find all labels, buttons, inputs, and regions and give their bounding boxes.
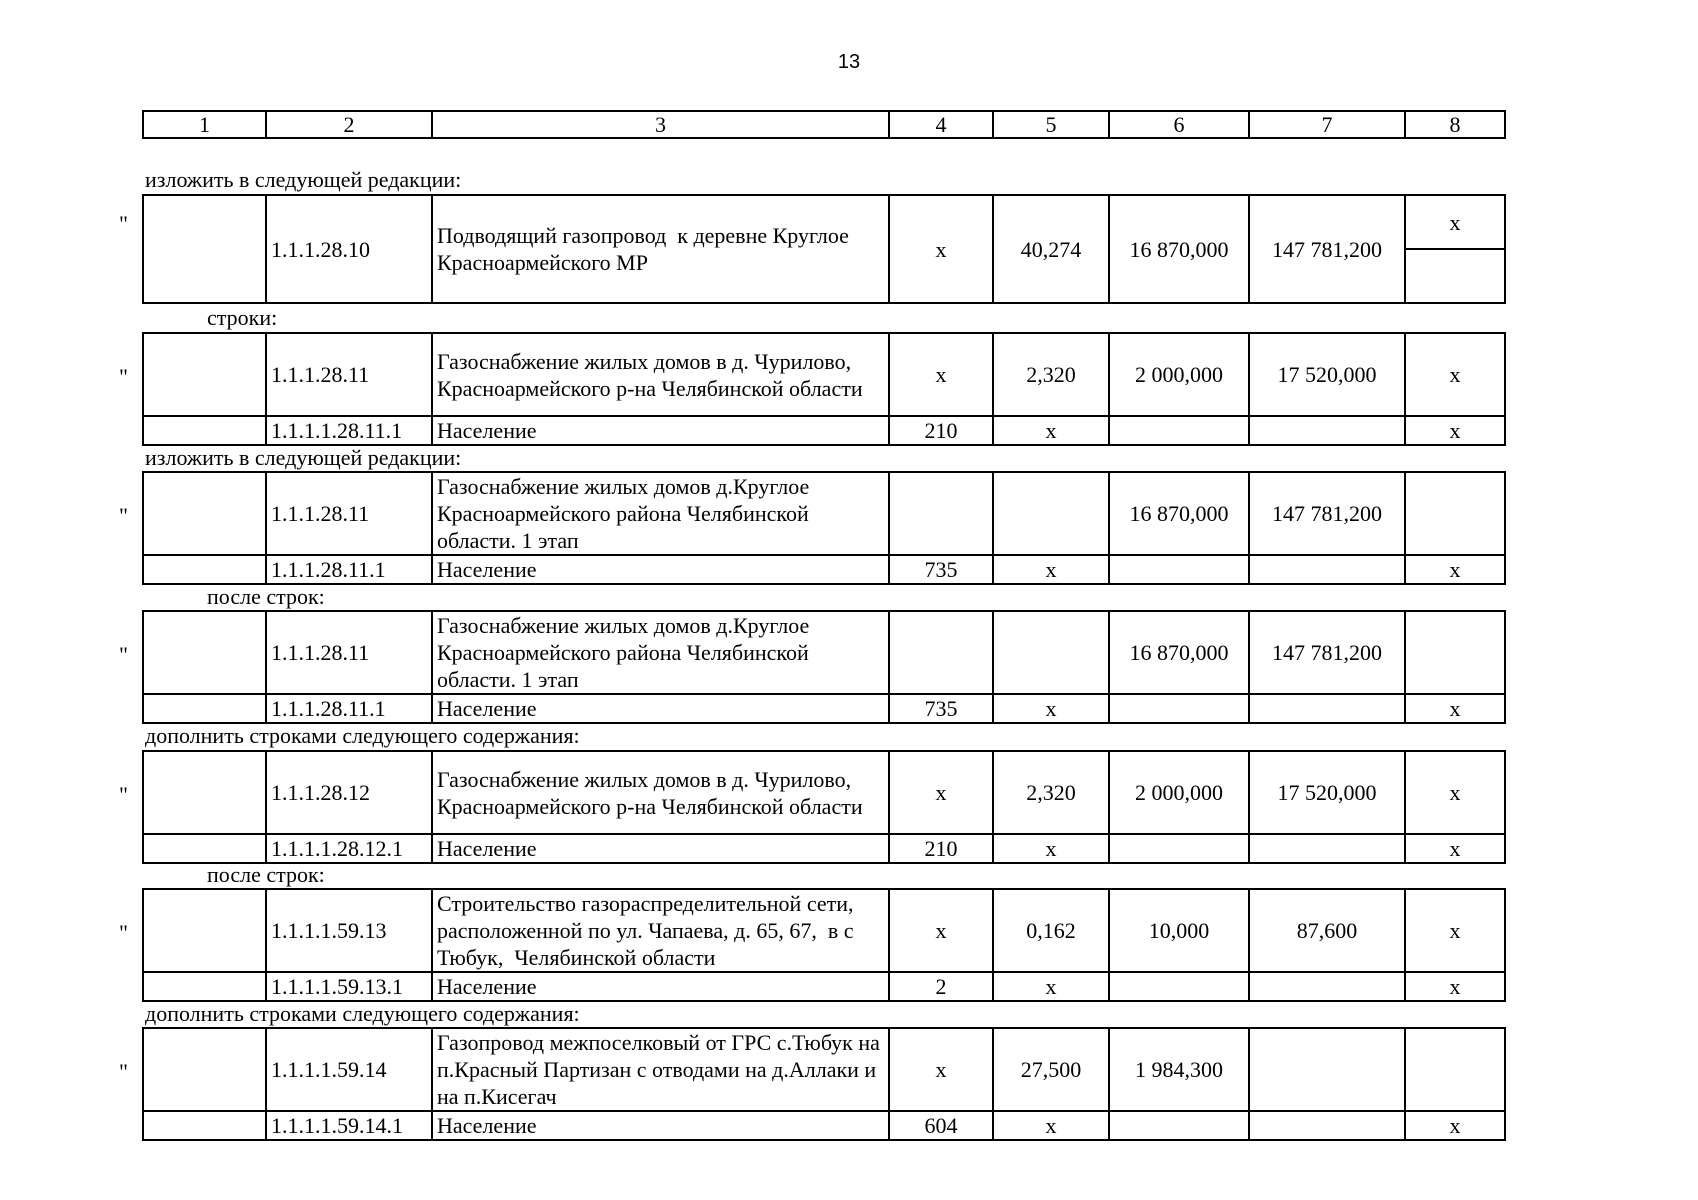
cell-name: Население xyxy=(432,694,889,723)
cell-code: 1.1.1.28.10 xyxy=(266,195,432,303)
cell-name: Газопровод межпоселковый от ГРС с.Тюбук на п.Красный Партизан с отводами на д.Аллаки и на п.Кисегач xyxy=(432,1028,889,1111)
cell-col7: 17 520,000 xyxy=(1249,333,1405,416)
cell-col5: 0,162 xyxy=(993,889,1109,972)
data-table xyxy=(142,194,1506,304)
header-cell-2: 2 xyxy=(266,111,432,138)
quote-mark: " xyxy=(119,211,128,236)
cell-empty xyxy=(1109,834,1249,863)
cell-col7: 87,600 xyxy=(1249,889,1405,972)
instruction-label: строки: xyxy=(207,305,278,330)
cell-code: 1.1.1.28.11 xyxy=(266,472,432,555)
instruction-label: после строк: xyxy=(207,584,325,609)
cell-empty xyxy=(1405,611,1505,694)
cell-name: Население xyxy=(432,555,889,584)
cell-empty xyxy=(1249,972,1405,1001)
data-table xyxy=(142,610,1506,724)
header-cell-3: 3 xyxy=(432,111,889,138)
table-row xyxy=(143,195,1505,249)
cell-name: Газоснабжение жилых домов в д. Чурилово, Красноармейского р-на Челябинской области xyxy=(432,333,889,416)
cell-code: 1.1.1.1.59.13 xyxy=(266,889,432,972)
cell-col5: х xyxy=(993,1111,1109,1140)
cell-empty xyxy=(1405,1028,1505,1111)
cell-empty xyxy=(1249,416,1405,445)
cell-col5: 2,320 xyxy=(993,333,1109,416)
instruction-label: после строк: xyxy=(207,862,325,887)
quote-mark: " xyxy=(119,1059,128,1084)
cell-col4: х xyxy=(889,751,993,834)
cell-name: Газоснабжение жилых домов в д. Чурилово, Красноармейского р-на Челябинской области xyxy=(432,751,889,834)
cell-col5: 27,500 xyxy=(993,1028,1109,1111)
cell-col6: 2 000,000 xyxy=(1109,751,1249,834)
cell-empty xyxy=(143,834,266,863)
cell-col5: х xyxy=(993,834,1109,863)
cell-empty xyxy=(1109,972,1249,1001)
cell-code: 1.1.1.1.59.14 xyxy=(266,1028,432,1111)
cell-col5: х xyxy=(993,555,1109,584)
header-cell-1: 1 xyxy=(143,111,266,138)
cell-name: Население xyxy=(432,834,889,863)
cell-empty xyxy=(1249,1111,1405,1140)
table-row xyxy=(143,416,1505,445)
cell-col4: 210 xyxy=(889,834,993,863)
table-row xyxy=(143,333,1505,416)
instruction-label: дополнить строками следующего содержания: xyxy=(145,723,580,748)
cell-col7: 147 781,200 xyxy=(1249,195,1405,303)
cell-empty xyxy=(1109,694,1249,723)
table-row xyxy=(143,611,1505,694)
cell-empty xyxy=(993,472,1109,555)
table-row xyxy=(143,972,1505,1001)
cell-name: Население xyxy=(432,972,889,1001)
cell-col4: х xyxy=(889,1028,993,1111)
cell-col8: х xyxy=(1405,834,1505,863)
cell-empty xyxy=(889,472,993,555)
cell-code: 1.1.1.1.59.14.1 xyxy=(266,1111,432,1140)
cell-empty xyxy=(143,1028,266,1111)
quote-mark: " xyxy=(119,642,128,667)
table-row xyxy=(143,889,1505,972)
cell-empty xyxy=(143,195,266,303)
cell-empty xyxy=(889,611,993,694)
cell-code: 1.1.1.1.59.13.1 xyxy=(266,972,432,1001)
cell-empty xyxy=(1405,249,1505,303)
table-row xyxy=(143,694,1505,723)
cell-code: 1.1.1.1.28.11.1 xyxy=(266,416,432,445)
instruction-label: дополнить строками следующего содержания: xyxy=(145,1001,580,1026)
cell-empty xyxy=(1109,555,1249,584)
cell-empty xyxy=(1405,472,1505,555)
cell-col8: х xyxy=(1405,195,1505,249)
cell-empty xyxy=(1109,1111,1249,1140)
quote-mark: " xyxy=(119,920,128,945)
cell-empty xyxy=(143,416,266,445)
cell-col4: 210 xyxy=(889,416,993,445)
cell-col5: х xyxy=(993,972,1109,1001)
cell-col8: х xyxy=(1405,889,1505,972)
cell-col4: х xyxy=(889,333,993,416)
cell-col6: 2 000,000 xyxy=(1109,333,1249,416)
cell-name: Газоснабжение жилых домов д.Круглое Красноармейского района Челябинской области. 1 этап xyxy=(432,611,889,694)
cell-col7: 147 781,200 xyxy=(1249,611,1405,694)
cell-col5: 40,274 xyxy=(993,195,1109,303)
cell-col7: 17 520,000 xyxy=(1249,751,1405,834)
table-row xyxy=(143,1111,1505,1140)
quote-mark: " xyxy=(119,364,128,389)
cell-code: 1.1.1.28.12 xyxy=(266,751,432,834)
data-table xyxy=(142,888,1506,1002)
cell-code: 1.1.1.28.11.1 xyxy=(266,694,432,723)
cell-empty xyxy=(1249,694,1405,723)
table-row xyxy=(143,834,1505,863)
cell-col4: х xyxy=(889,195,993,303)
cell-col6: 16 870,000 xyxy=(1109,195,1249,303)
data-table xyxy=(142,1027,1506,1141)
data-table xyxy=(142,471,1506,585)
cell-col4: х xyxy=(889,889,993,972)
cell-empty xyxy=(143,751,266,834)
cell-name: Население xyxy=(432,416,889,445)
cell-name: Подводящий газопровод к деревне Круглое Красноармейского МР xyxy=(432,195,889,303)
cell-col5: 2,320 xyxy=(993,751,1109,834)
cell-col8: х xyxy=(1405,555,1505,584)
cell-col4: 735 xyxy=(889,694,993,723)
header-cell-6: 6 xyxy=(1109,111,1249,138)
header-cell-7: 7 xyxy=(1249,111,1405,138)
cell-col8: х xyxy=(1405,416,1505,445)
cell-empty xyxy=(143,694,266,723)
cell-col6: 16 870,000 xyxy=(1109,611,1249,694)
table-row xyxy=(143,1028,1505,1111)
cell-col6: 1 984,300 xyxy=(1109,1028,1249,1111)
cell-col8: х xyxy=(1405,1111,1505,1140)
cell-empty xyxy=(1249,834,1405,863)
quote-mark: " xyxy=(119,503,128,528)
instruction-label: изложить в следующей редакции: xyxy=(145,167,462,192)
cell-col5: х xyxy=(993,694,1109,723)
cell-code: 1.1.1.1.28.12.1 xyxy=(266,834,432,863)
quote-mark: " xyxy=(119,782,128,807)
cell-name: Газоснабжение жилых домов д.Круглое Красноармейского района Челябинской области. 1 этап xyxy=(432,472,889,555)
cell-empty xyxy=(143,1111,266,1140)
data-table xyxy=(142,750,1506,864)
cell-code: 1.1.1.28.11 xyxy=(266,333,432,416)
header-cell-4: 4 xyxy=(889,111,993,138)
table-row xyxy=(143,555,1505,584)
header-row xyxy=(143,111,1505,138)
cell-col8: х xyxy=(1405,751,1505,834)
cell-code: 1.1.1.28.11.1 xyxy=(266,555,432,584)
cell-empty xyxy=(1249,1028,1405,1111)
cell-col7: 147 781,200 xyxy=(1249,472,1405,555)
cell-col8: х xyxy=(1405,694,1505,723)
cell-empty xyxy=(1109,416,1249,445)
cell-empty xyxy=(143,972,266,1001)
header-cell-5: 5 xyxy=(993,111,1109,138)
page-number: 13 xyxy=(837,51,861,73)
data-table xyxy=(142,332,1506,446)
cell-empty xyxy=(143,333,266,416)
instruction-label: изложить в следующей редакции: xyxy=(145,445,462,470)
header-table xyxy=(142,110,1506,139)
cell-empty xyxy=(143,472,266,555)
cell-code: 1.1.1.28.11 xyxy=(266,611,432,694)
cell-empty xyxy=(143,611,266,694)
cell-empty xyxy=(143,889,266,972)
cell-col5: х xyxy=(993,416,1109,445)
cell-name: Строительство газораспределительной сети, расположенной по ул. Чапаева, д. 65, 67, в с Тюбук, Челябинской области xyxy=(432,889,889,972)
table-row xyxy=(143,472,1505,555)
cell-col8: х xyxy=(1405,972,1505,1001)
cell-col4: 735 xyxy=(889,555,993,584)
cell-col4: 604 xyxy=(889,1111,993,1140)
cell-name: Население xyxy=(432,1111,889,1140)
cell-col6: 10,000 xyxy=(1109,889,1249,972)
cell-col8: х xyxy=(1405,333,1505,416)
cell-empty xyxy=(993,611,1109,694)
header-cell-8: 8 xyxy=(1405,111,1505,138)
cell-empty xyxy=(143,555,266,584)
cell-empty xyxy=(1249,555,1405,584)
cell-col6: 16 870,000 xyxy=(1109,472,1249,555)
table-row xyxy=(143,751,1505,834)
cell-col4: 2 xyxy=(889,972,993,1001)
